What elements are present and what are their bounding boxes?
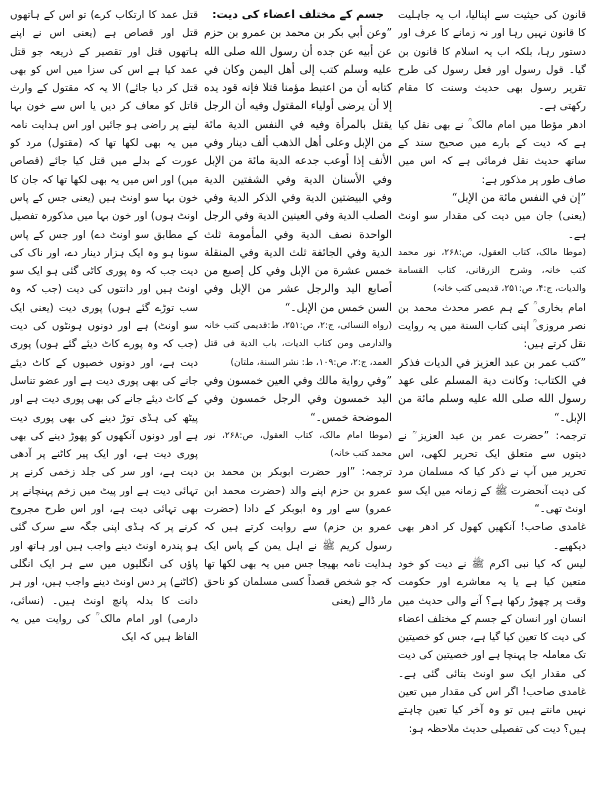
reference-note: (رواه النسائی، ج:۲، ص:۲۵۱، ط:قدیمی کتب خانہ والدارمی ومن کتاب الدیات، باب الدیة فی قتل العمد، ج:۲، ص:۱۰۹، ط: نشر السنة، ملتان): [204, 321, 392, 368]
paragraph: (یعنی) جان میں دیت کی مقدار سو اونٹ ہے۔: [398, 210, 586, 241]
arabic-quote: ”إن في النفس مائة من الإبل“: [451, 190, 586, 204]
arabic-quote: ”کتب عمر بن عبد العزیز في الديات فذكر في الكتاب: وكانت دية المسلم على عهد رسول الله صلى الله عليه وسلم مائة من الإبل۔“: [398, 355, 586, 424]
paragraph: ادھر مؤطا میں امام مالک ؒ نے بھی نقل کیا ہے کہ دیت کے بارے میں صحیح سند کے ساتھ حدیث نقل فرمائی ہے کہ اس میں صاف طور پر مذکور ہے:: [398, 118, 586, 186]
column-left: [10, 6, 198, 796]
section-heading: جسم کے مختلف اعضاء کی دیت:: [212, 8, 384, 21]
column-right: [398, 6, 586, 796]
column-middle: [204, 6, 392, 796]
paragraph: امام بخاری ؒ کے ہم عصر محدث محمد بن نصر مروزی ؒ اپنی کتاب السنة میں یہ روایت نقل کرتے ہیں:: [398, 301, 586, 351]
paragraph: قتل عمد کا ارتکاب کرے) تو اس کے ہاتھوں قتل اور قصاص ہے (یعنی اس نے اپنے ہاتھوں قتل اور تقصیر کے ذریعہ جو قتل عمد کیا ہے اس کی سزا میں اس کو بھی قتل کر دیا جائے) الا یہ کہ مقتول کے وارث قاتل کو معاف کر دیں یا اس سے خون بہا لینے پر راضی ہو جائیں اور اس ہدایت نامہ میں یہ بھی لکھا تھا کہ (مقتول) مرد کو عورت کے بدلے میں قتل کیا جائے (قصاص میں) اور اس میں یہ بھی لکھا تھا کہ جان کا خون بہا سو اونٹ ہیں (یعنی جس کے پاس اونٹ ہوں) اور خون بہا میں مذکورہ تفصیل کے مطابق سو اونٹ دے) اور جس کے پاس سونا ہو وہ ایک ہزار دینار دے، اور ناک کی دیت جب کہ وہ پوری کاٹی گئی ہو ایک سو اونٹ ہیں اور دانتوں کی دیت (جب کہ وہ سب توڑے گئے ہوں) پوری دیت (یعنی ایک سو اونٹ) ہے اور دونوں ہونٹوں کی دیت (جب کہ وہ پورے کاٹ دیئے گئے ہوں) پوری دیت ہے، اور دونوں خصیوں کے کاٹ دیئے جانے کی بھی پوری دیت ہے اور عضو تناسل کے کاٹ دیئے جانے کی بھی پوری دیت ہے اور پیٹھ کی ہڈی توڑ دینے کی بھی پوری دیت ہے اور دونوں آنکھوں کو پھوڑ دینے کی بھی پوری دیت ہے، اور ایک پیر کاٹنے پر آدھی دیت ہے، اور سر کی جلد زخمی کرنے پر تہائی دیت ہے اور پیٹ میں زخم پہنچانے پر بھی تہائی دیت ہے، اور اس طرح مجروح کرنے پر کہ ہڈی اپنی جگہ سے سرک گئی ہو پندرہ اونٹ دینے واجب ہیں اور ہاتھ اور پاؤں کی انگلیوں میں سے ہر ایک انگلی (کاٹنے) پر دس اونٹ دینے واجب ہیں، اور ہر دانت کا بدلہ پانچ اونٹ ہیں۔ (نسائی، دارمی) اور امام مالک ؒ کی روایت میں یہ الفاظ ہیں کہ ایک: [10, 9, 198, 644]
paragraph: لیس کہ کیا نبی اکرم ﷺ نے دیت کو خود متعین کیا ہے یا یہ معاشرے اور حکومت وقت پر چھوڑ رکھا ہے؟ آنے والی حدیث میں انسان اور انسان کے جسم کے مختلف اعضاء کی دیت کا تعین کیا گیا ہے، جس کو خصیتین تک معاملہ جا پہنچا ہے اور خصیتین کی دیت کی مقدار ایک سو اونٹ بتائی گئی ہے۔ غامدی صاحب! اگر اس کی مقدار میں تعین نہیں مانتے ہیں تو وہ آخر کیا تعین چاہتے ہیں؟ دیت کی تفصیلی حدیث ملاحظہ ہو:: [398, 557, 586, 735]
arabic-quote: ”وعن أبي بكر بن محمد بن عمرو بن حزم عن أبيه عن جده أن رسول الله صلى الله عليه وسلم كتب إلى أهل اليمن وكان في كتابه أن من اعتبط مؤمنا قتلا فإنه قود يده إلا أن يرضى أولياء المقتول وفيه أن الرجل يقتل بالمرأة وفيه في النفس الدية مائة من الإبل وعلى أهل الذهب ألف دينار وفي الأنف إذا أوعب جدعه الدية مائة من الإبل وفي الأسنان الدية وفي الشفتين الدية وفي البيضتين الدية وفي الذكر الدية وفي الصلب الدية وفي العينين الدية وفي الرجل الواحدة نصف الدية وفي المأمومة ثلث الدية وفي الجائفة ثلث الدية وفي المنقلة خمس عشرة من الإبل وفي كل إصبع من أصابع اليد والرجل عشر من الإبل وفي السن خمس من الإبل۔“: [204, 26, 392, 314]
paragraph: ترجمہ: ”اور حضرت ابوبکر بن محمد بن عمرو بن حزم اپنے والد (حضرت محمد ابن عمرو) سے اور وہ ابوبکر کے دادا (حضرت عمرو بن حزم) سے روایت کرتے ہیں کہ رسول کریم ﷺ نے اہل یمن کے پاس ایک ہدایت نامہ بھیجا جس میں یہ بھی لکھا تھا کہ جو شخص قصداً کسی مسلمان کو ناحق مار ڈالے (یعنی: [204, 466, 392, 607]
arabic-quote: ”وفي رواية مالك وفي العين خمسون وفي اليد خمسون وفي الرجل خمسون وفي الموضحة خمس۔“: [204, 373, 392, 424]
paragraph: غامدی صاحب! آنکھیں کھول کر ادھر بھی دیکھیے۔: [398, 521, 586, 552]
paragraph: ترجمہ: ”حضرت عمر بن عبد العزیز ؒ نے دیتوں سے متعلق ایک تحریر لکھی، اس تحریر میں آپ نے ذکر کیا کہ مسلمان مرد کی دیت آنحضرت ﷺ کے زمانہ میں ایک سو اونٹ تھی۔“: [398, 429, 586, 516]
paragraph: قانون کی حیثیت سے اپنالیا، اب یہ جاہلیت کا قانون نہیں رہا اور نہ زمانے کا عرف اور دستور رہا، بلکہ اب یہ اسلام کا قانون بن گیا۔ قول رسول اور فعل رسول کی طرح تقریر رسول بھی حدیث وسنت کا مقام رکھتی ہے۔: [398, 9, 586, 113]
reference-note: (موطا مالک، کتاب العقول، ص:۲۶۸، نور محمد کتب خانہ، وشرح الزرقانی، کتاب القسامة والدیات، ج:۴، ص:۲۵۱، قدیمی کتب خانہ): [398, 247, 586, 295]
reference-note: (موطا امام مالک، کتاب العقول، ص:۲۶۸، نور محمد کتب خانہ): [204, 430, 392, 460]
